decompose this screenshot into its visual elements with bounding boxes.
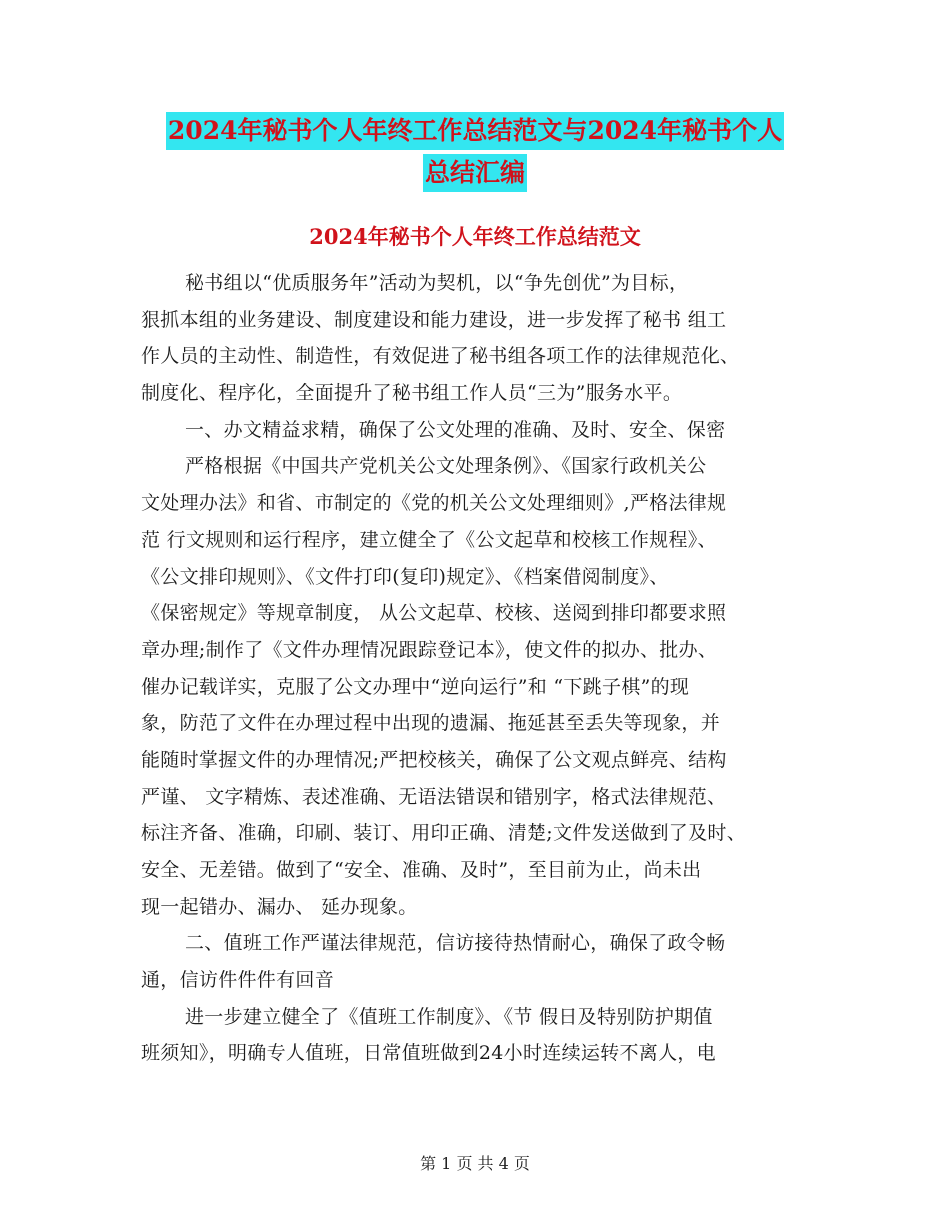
- paragraph-line: 章办理;制作了《文件办理情况跟踪登记本》，使文件的拟办、批办、: [141, 638, 718, 661]
- paragraph-line: 范 行文规则和运行程序，建立健全了《公文起草和校核工作规程》、: [141, 528, 717, 551]
- title-line-2: 总结汇编: [423, 154, 527, 192]
- section-heading-line: 一、办文精益求精，确保了公文处理的准确、及时、安全、保密: [185, 418, 726, 441]
- paragraph-line: 催办记载详实，克服了公文办理中“逆向运行”和 “下跳子棋”的现: [141, 675, 690, 698]
- paragraph-line: 作人员的主动性、制造性，有效促进了秘书组各项工作的法律规范化、: [141, 345, 740, 368]
- paragraph-line: 制度化、程序化，全面提升了秘书组工作人员“三为”服务水平。: [141, 382, 683, 405]
- paragraph-line: 严格根据《中国共产党机关公文处理条例》、《国家行政机关公: [185, 455, 707, 478]
- title-line-1: 2024年秘书个人年终工作总结范文与2024年秘书个人: [166, 112, 784, 150]
- paragraph-line: 能随时掌握文件的办理情况;严把校核关，确保了公文观点鲜亮、结构: [141, 748, 727, 771]
- document-title: [0, 112, 950, 192]
- paragraph-line: 《保密规定》等规章制度， 从公文起草、校核、送阅到排印都要求照: [141, 602, 727, 625]
- paragraph-line: 标注齐备、准确，印刷、装订、用印正确、清楚;文件发送做到了及时、: [141, 822, 747, 845]
- section-heading-line: 二、值班工作严谨法律规范，信访接待热情耐心，确保了政令畅: [185, 932, 726, 955]
- paragraph-line: 班须知》，明确专人值班，日常值班做到24小时连续运转不离人，电: [141, 1042, 716, 1065]
- paragraph-line: 文处理办法》和省、市制定的《党的机关公文处理细则》,严格法律规: [141, 492, 727, 515]
- paragraph-line: 《公文排印规则》、《文件打印(复印)规定》、《档案借阅制度》、: [141, 565, 669, 588]
- paragraph-line: 安全、无差错。做到了“安全、准确、及时”，至目前为止，尚未出: [141, 859, 702, 881]
- paragraph-line: 严谨、 文字精炼、表述准确、无语法错误和错别字，格式法律规范、: [141, 785, 727, 808]
- paragraph-line: 象，防范了文件在办理过程中出现的遗漏、拖延甚至丢失等现象，并: [141, 712, 721, 735]
- paragraph-line: 秘书组以“优质服务年”活动为契机，以“争先创优”为目标，: [185, 272, 689, 294]
- section-heading: 2024年秘书个人年终工作总结范文: [309, 224, 641, 249]
- paragraph-line: 现一起错办、漏办、 延办现象。: [141, 895, 418, 918]
- page-number-footer: 第 1 页 共 4 页: [420, 1154, 530, 1173]
- paragraph-line: 进一步建立健全了《值班工作制度》、《节 假日及特别防护期值: [185, 1005, 713, 1028]
- document-body: [141, 265, 821, 1072]
- section-heading-line: 通，信访件件件有回音: [141, 969, 335, 992]
- paragraph-line: 狠抓本组的业务建设、制度建设和能力建设，进一步发挥了秘书 组工: [141, 308, 727, 331]
